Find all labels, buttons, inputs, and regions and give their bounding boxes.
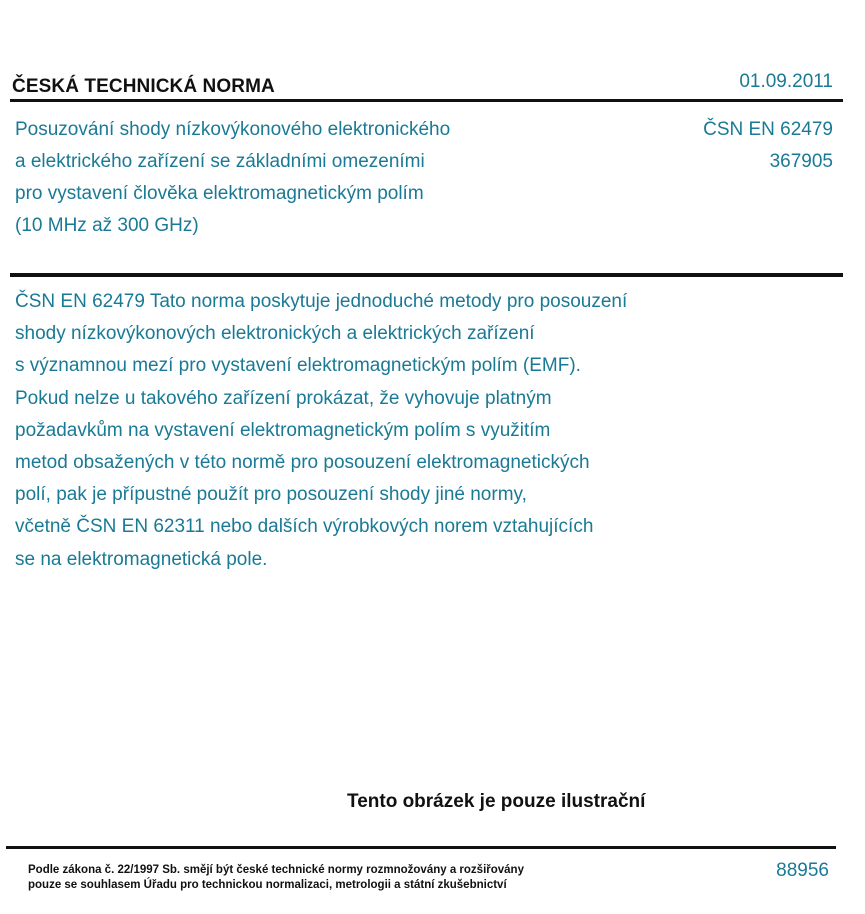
- subject-line: pro vystavení člověka elektromagnetickým polím: [15, 183, 424, 204]
- illustration-notice: Tento obrázek je pouze ilustrační: [347, 791, 646, 812]
- abstract-line: polí, pak je přípustné použít pro posouzení shody jiné normy,: [15, 484, 527, 506]
- abstract-line: včetně ČSN EN 62311 nebo dalších výrobkových norem vztahujících: [15, 516, 594, 538]
- subject-line: (10 MHz až 300 GHz): [15, 215, 199, 236]
- class-number: 367905: [769, 151, 833, 172]
- legal-line: pouze se souhlasem Úřadu pro technickou normalizaci, metrologii a státní zkušebnictví: [28, 879, 507, 891]
- abstract-line: shody nízkovýkonových elektronických a elektrických zařízení: [15, 323, 535, 345]
- document-number: 88956: [776, 860, 829, 881]
- standard-subject: [15, 114, 615, 242]
- subject-line: a elektrického zařízení se základními omezeními: [15, 151, 425, 172]
- abstract-line: Pokud nelze u takového zařízení prokázat, že vyhovuje platným: [15, 387, 552, 409]
- abstract-line: požadavkům na vystavení elektromagnetickým polím s využitím: [15, 419, 551, 441]
- document-heading: ČESKÁ TECHNICKÁ NORMA: [12, 76, 275, 97]
- section-divider: [10, 273, 843, 277]
- abstract-text: [15, 286, 775, 576]
- header-divider: [10, 99, 843, 102]
- standard-identifier: [703, 114, 833, 178]
- standard-code: ČSN EN 62479: [703, 119, 833, 140]
- publication-date: 01.09.2011: [739, 71, 833, 92]
- subject-line: Posuzování shody nízkovýkonového elektronického: [15, 119, 451, 140]
- legal-line: Podle zákona č. 22/1997 Sb. smějí být české technické normy rozmnožovány a rozšiřovány: [28, 864, 524, 876]
- abstract-line: se na elektromagnetická pole.: [15, 548, 268, 570]
- footer-divider: [6, 846, 836, 849]
- abstract-line: ČSN EN 62479 Tato norma poskytuje jednoduché metody pro posouzení: [15, 291, 628, 312]
- abstract-line: metod obsažených v této normě pro posouzení elektromagnetických: [15, 452, 590, 474]
- legal-notice: [28, 863, 524, 893]
- abstract-line: s významnou mezí pro vystavení elektromagnetickým polím (EMF).: [15, 355, 581, 377]
